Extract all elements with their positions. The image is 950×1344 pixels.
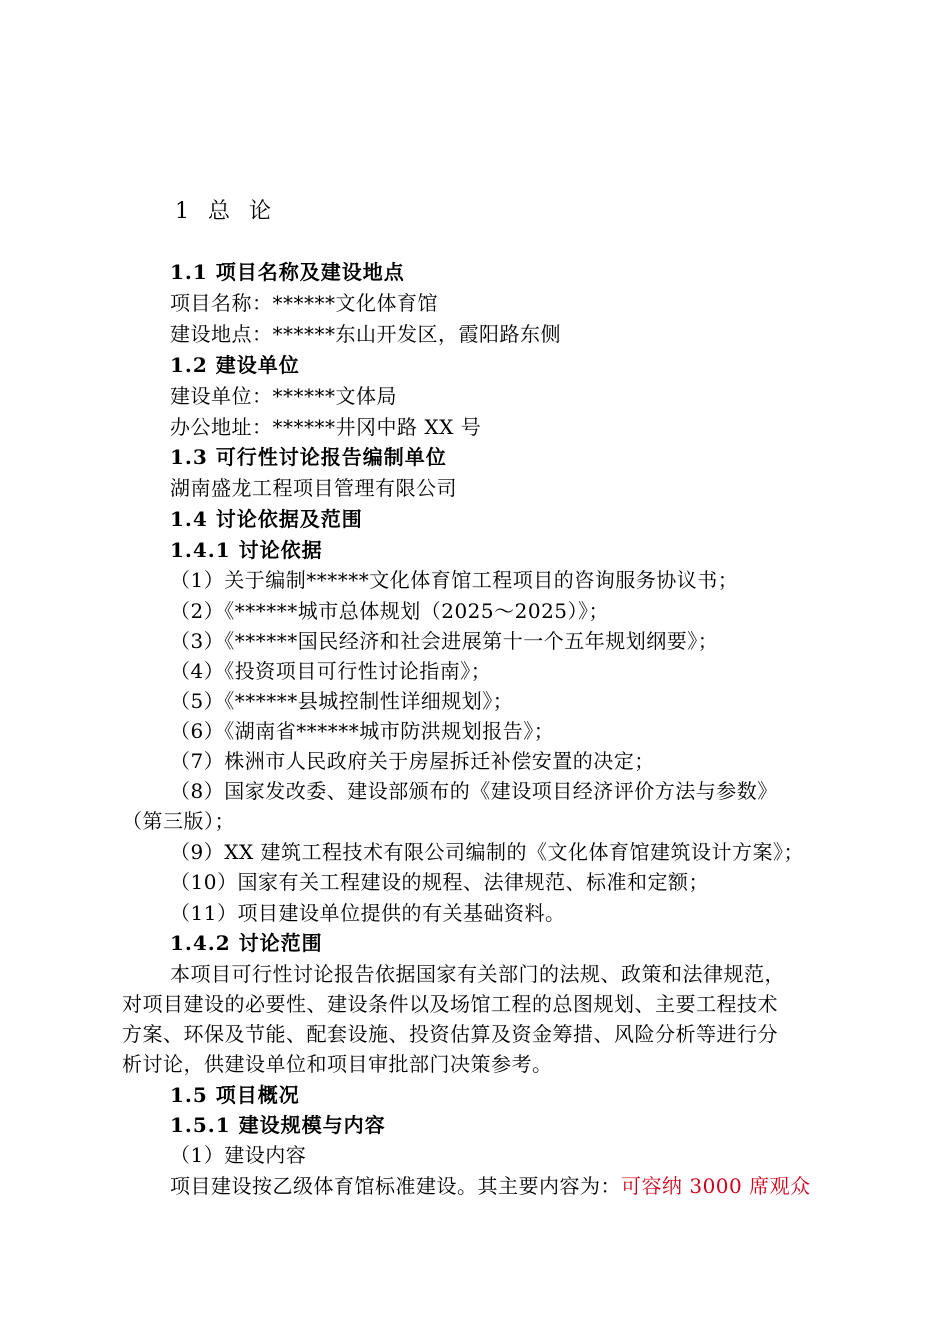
report-organization: 湖南盛龙工程项目管理有限公司: [170, 476, 457, 500]
section-1-5-1-heading: 1.5.1 建设规模与内容: [170, 1113, 386, 1137]
construction-content-label: （1）建设内容: [170, 1143, 307, 1167]
content-highlight: 可容纳 3000 席观众: [621, 1174, 811, 1198]
basis-item: （1）关于编制******文化体育馆工程项目的咨询服务协议书；: [170, 568, 739, 592]
basis-item: （3）《******国民经济和社会进展第十一个五年规划纲要》；: [170, 629, 719, 653]
section-1-4-heading: 1.4 讨论依据及范围: [170, 507, 363, 531]
section-1-5-heading: 1.5 项目概况: [170, 1083, 300, 1107]
basis-item: （7）株洲市人民政府关于房屋拆迁补偿安置的决定；: [170, 749, 655, 773]
project-name: 项目名称：******文化体育馆: [170, 291, 438, 315]
section-1-4-2-heading: 1.4.2 讨论范围: [170, 931, 323, 955]
construction-content-text: [170, 1172, 811, 1200]
scope-paragraph-line: 析讨论，供建设单位和项目审批部门决策参考。: [122, 1052, 553, 1076]
section-1-3-heading: 1.3 可行性讨论报告编制单位: [170, 445, 447, 469]
scope-paragraph-line: 方案、环保及节能、配套设施、投资估算及资金筹措、风险分析等进行分: [122, 1022, 778, 1046]
section-1-4-1-heading: 1.4.1 讨论依据: [170, 538, 323, 562]
basis-item: （4）《投资项目可行性讨论指南》；: [170, 659, 492, 683]
basis-item: （9）XX 建筑工程技术有限公司编制的《文化体育馆建筑设计方案》；: [170, 840, 805, 864]
basis-item: （5）《******县城控制性详细规划》；: [170, 689, 514, 713]
basis-item: （10）国家有关工程建设的规程、法律规范、标准和定额；: [170, 870, 709, 894]
scope-paragraph-line: 对项目建设的必要性、建设条件以及场馆工程的总图规划、主要工程技术: [122, 992, 778, 1016]
project-location: 建设地点：******东山开发区，霞阳路东侧: [170, 322, 561, 346]
office-address: 办公地址：******井冈中路 XX 号: [170, 415, 482, 439]
chapter-title: 1 总 论: [175, 199, 277, 224]
basis-item: （6）《湖南省******城市防洪规划报告》；: [170, 719, 555, 743]
scope-paragraph-line: 本项目可行性讨论报告依据国家有关部门的法规、政策和法律规范，: [170, 962, 785, 986]
basis-item: （11）项目建设单位提供的有关基础资料。: [170, 901, 566, 925]
construction-unit: 建设单位：******文体局: [170, 384, 397, 408]
basis-item-continuation: （第三版）；: [122, 809, 235, 833]
section-1-2-heading: 1.2 建设单位: [170, 353, 300, 377]
section-1-1-heading: 1.1 项目名称及建设地点: [170, 260, 405, 284]
basis-item: （2）《******城市总体规划（2025～2025）》；: [170, 599, 610, 623]
basis-item: （8）国家发改委、建设部颁布的《建设项目经济评价方法与参数》: [170, 779, 778, 803]
content-prefix: 项目建设按乙级体育馆标准建设。其主要内容为：: [170, 1174, 621, 1198]
